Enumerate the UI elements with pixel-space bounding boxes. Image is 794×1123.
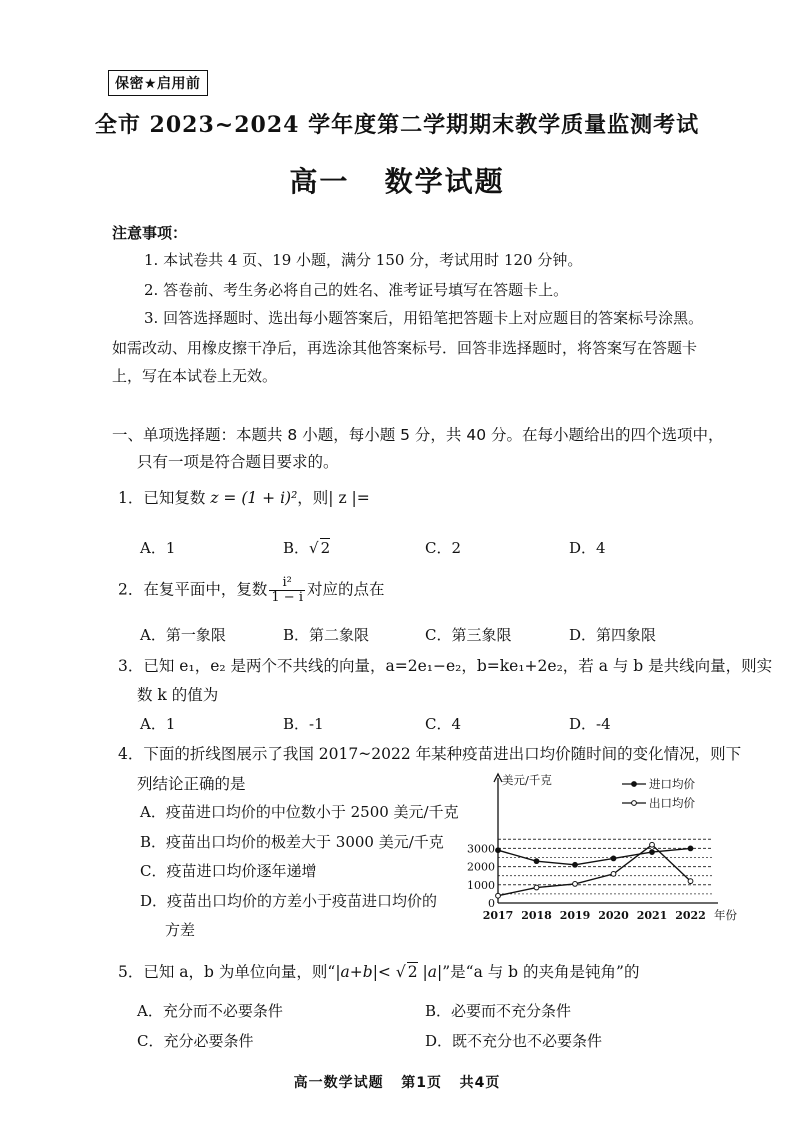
chart-grid xyxy=(498,839,712,894)
data-point xyxy=(496,893,501,898)
q4-option-d-line-2: 方差 xyxy=(165,921,196,939)
series-line-export xyxy=(498,845,691,896)
chart-series xyxy=(496,842,693,898)
q1-option-c: C．2 xyxy=(425,539,462,557)
section-1-heading-line-1: 一、单项选择题：本题共 8 小题，每小题 5 分，共 40 分。在每小题给出的四个选项中， xyxy=(112,426,724,444)
q2-option-c: C．第三象限 xyxy=(425,626,512,644)
q5-option-c: C．充分必要条件 xyxy=(137,1032,254,1050)
question-number: 1． xyxy=(118,489,144,507)
q4-option-a: A．疫苗进口均价的中位数小于 2500 美元/千克 xyxy=(140,803,459,821)
confidential-badge: 保密★启用前 xyxy=(108,70,208,96)
sqrt-symbol: √ xyxy=(309,539,319,557)
data-point xyxy=(611,871,616,876)
q1-option-d: D．4 xyxy=(569,539,606,557)
question-number: 5． xyxy=(118,963,144,981)
question-3 xyxy=(118,654,772,676)
question-1-prefix: 已知复数 xyxy=(143,489,211,507)
y-tick-label: 2000 xyxy=(467,860,495,874)
data-point xyxy=(496,848,501,853)
data-point xyxy=(688,846,693,851)
notice-item-1: 1. 本试卷共 4 页、19 小题，满分 150 分，考试用时 120 分钟。 xyxy=(144,251,583,269)
q1-option-b xyxy=(283,537,330,558)
data-point xyxy=(573,862,578,867)
data-point xyxy=(688,879,693,884)
chart-legend xyxy=(622,777,695,810)
q1-option-b-value: 2 xyxy=(320,539,331,557)
q3-option-d: D．-4 xyxy=(569,715,611,733)
x-tick-label: 2021 xyxy=(636,909,668,922)
fraction-numerator: i² xyxy=(269,576,305,591)
question-4-line-2: 列结论正确的是 xyxy=(137,775,246,793)
question-2-prefix: 在复平面中，复数 xyxy=(143,580,268,599)
question-2-fraction xyxy=(269,576,305,605)
y-tick-label: 1000 xyxy=(467,878,495,892)
q3-option-c: C．4 xyxy=(425,715,462,733)
q4-option-c: C．疫苗进口均价逐年递增 xyxy=(140,862,317,880)
data-point xyxy=(573,881,578,886)
section-1-heading-line-2: 只有一项是符合题目要求的。 xyxy=(137,453,339,471)
legend-marker xyxy=(632,782,637,787)
q4-option-d-line-1: D．疫苗出口均价的方差小于疫苗进口均价的 xyxy=(140,892,438,910)
question-number: 4． xyxy=(118,745,144,763)
q2-option-b: B．第二象限 xyxy=(283,626,370,644)
question-5-condition-left: |a+b|< xyxy=(335,963,396,981)
data-point xyxy=(650,850,655,855)
y-tick-label: 0 xyxy=(488,897,495,910)
data-point xyxy=(611,856,616,861)
q1-option-a: A．1 xyxy=(140,539,176,557)
question-2 xyxy=(118,576,385,605)
question-1-expression: z = (1 + i)² xyxy=(210,489,298,507)
y-tick-label: 3000 xyxy=(467,842,495,856)
question-4 xyxy=(118,742,741,764)
data-point xyxy=(650,842,655,847)
sqrt-symbol: √ xyxy=(395,963,406,981)
notice-item-3-line-3: 上，写在本试卷上无效。 xyxy=(112,367,278,385)
x-tick-label: 2019 xyxy=(559,909,591,922)
question-1-suffix: ，则| z |= xyxy=(297,489,370,507)
q5-option-a: A．充分而不必要条件 xyxy=(137,1002,283,1020)
question-5 xyxy=(118,960,639,982)
y-axis-title: 美元/千克 xyxy=(502,773,552,787)
question-5-prefix: 已知 a，b 为单位向量，则“ xyxy=(143,963,336,981)
question-1 xyxy=(118,486,370,508)
x-tick-label: 2022 xyxy=(675,909,706,922)
notice-item-3-line-2: 如需改动、用橡皮擦干净后，再选涂其他答案标号．回答非选择题时，将答案写在答题卡 xyxy=(112,339,698,357)
question-number: 3． xyxy=(118,657,144,675)
question-5-condition-sqrt: 2 xyxy=(407,963,418,981)
chart-axes xyxy=(494,774,718,903)
x-axis-title: 年份 xyxy=(714,908,737,922)
notice-item-2: 2. 答卷前、考生务必将自己的姓名、准考证号填写在答题卡上。 xyxy=(144,281,569,299)
legend-marker xyxy=(632,801,637,806)
notice-heading: 注意事项： xyxy=(112,224,188,242)
question-4-line-1: 下面的折线图展示了我国 2017~2022 年某种疫苗进出口均价随时间的变化情况，则下 xyxy=(143,745,742,763)
data-point xyxy=(534,885,539,890)
q4-option-b: B．疫苗出口均价的极差大于 3000 美元/千克 xyxy=(140,833,444,851)
series-line-import xyxy=(498,848,691,864)
question-5-suffix: ”是“a 与 b 的夹角是钝角”的 xyxy=(442,963,640,981)
question-2-suffix: 对应的点在 xyxy=(306,580,385,599)
q5-option-d: D．既不充分也不必要条件 xyxy=(425,1032,603,1050)
x-tick-label: 2017 xyxy=(482,909,514,922)
notice-item-3-line-1: 3. 回答选择题时、选出每小题答案后，用铅笔把答题卡上对应题目的答案标号涂黑。 xyxy=(144,309,704,327)
x-tick-label: 2018 xyxy=(521,909,552,922)
page-footer: 高一数学试题 第1页 共4页 xyxy=(293,1075,501,1091)
q3-option-a: A．1 xyxy=(140,715,176,733)
data-point xyxy=(534,859,539,864)
x-tick-label: 2020 xyxy=(598,909,629,922)
price-line-chart xyxy=(450,770,750,935)
q2-option-d: D．第四象限 xyxy=(569,626,657,644)
q3-option-b: B．-1 xyxy=(283,715,324,733)
q1-option-b-label: B． xyxy=(283,539,310,557)
q5-option-b: B．必要而不充分条件 xyxy=(425,1002,572,1020)
legend-label: 进口均价 xyxy=(649,777,695,791)
question-3-line-2: 数 k 的值为 xyxy=(137,686,219,704)
subject-title: 高一 数学试题 xyxy=(289,165,505,198)
legend-label: 出口均价 xyxy=(649,796,695,810)
question-3-line-1: 已知 e₁，e₂ 是两个不共线的向量，a=2e₁−e₂，b=ke₁+2e₂，若 a 与 b 是共线向量，则实 xyxy=(143,657,773,675)
fraction-denominator: 1 − i xyxy=(271,590,303,605)
chart-labels xyxy=(467,773,737,922)
exam-title: 全市 2023~2024 学年度第二学期期末教学质量监测考试 xyxy=(94,112,700,138)
q2-option-a: A．第一象限 xyxy=(140,626,226,644)
question-number: 2． xyxy=(118,580,144,599)
question-5-condition-right: |a| xyxy=(417,963,443,981)
